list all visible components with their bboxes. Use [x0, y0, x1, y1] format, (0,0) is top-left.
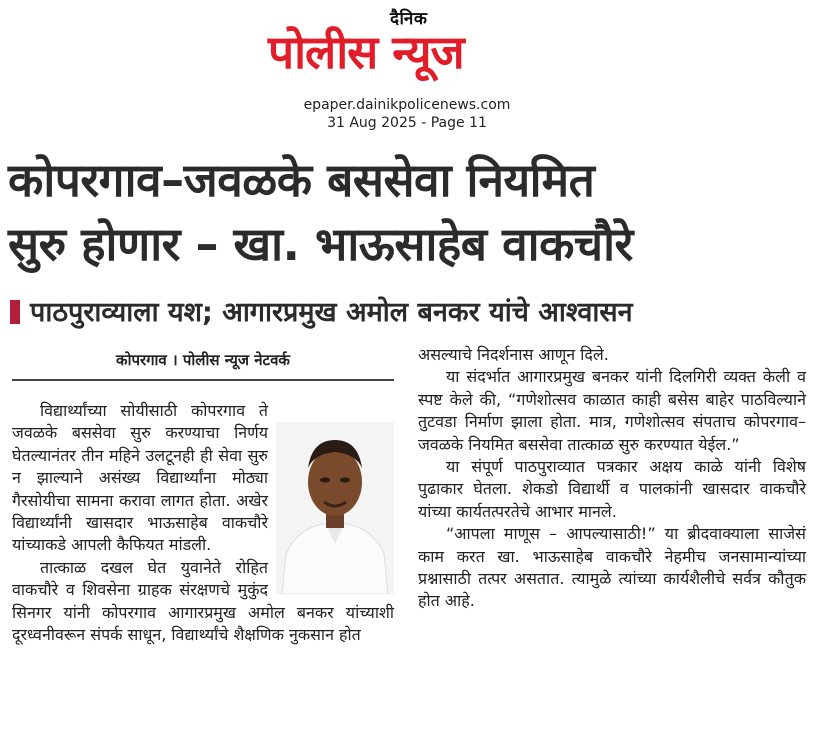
column1-paragraph-1: विद्यार्थ्यांच्या सोयीसाठी कोपरगाव ते जवळके बससेवा सुरु करण्याचा निर्णय घेतल्यानंतर तीन महिने उलटूनही ही सेवा सुरु न झाल्याने असंख्य विद्यार्थ्यांना मोठ्या गैरसोयीचा सामना करावा लागत होता. अखेर विद्यार्थ्यांनी खासदार भाऊसाहेब वाकचौरे यांच्याकडे आपली कैफियत मांडली. [12, 401, 268, 555]
subheading [8, 294, 808, 334]
column2-paragraph-3: या संपूर्ण पाठपुराव्यात पत्रकार अक्षय काळे यांनी विशेष पुढाकार घेतला. शेकडो विद्यार्थी व पालकांनी खासदार वाकचौरे यांच्या कार्यतत्परतेचे आभार मानले. [418, 457, 806, 521]
logo-main-text: पोलीस न्यूज [268, 25, 464, 79]
person-photo [276, 422, 394, 594]
newspaper-logo[interactable] [268, 8, 546, 86]
column2-paragraph-2: या संदर्भात आगारप्रमुख बनकर यांनी दिलगिरी व्यक्त केली व स्पष्ट केले की, “गणेशोत्सव काळात काही बसेस बाहेर पाठविल्याने तुटवडा निर्माण झाला होता. मात्र, गणेशोत्सव संपताच कोपरगाव–जवळके नियमित बससेवा तात्काळ सुरु करण्यात येईल.” [418, 367, 806, 454]
byline-divider [12, 379, 394, 381]
article-column-2 [418, 344, 806, 613]
website-url[interactable]: epaper.dainikpolicenews.com [303, 97, 511, 113]
masthead [0, 0, 814, 92]
date-page: 31 Aug 2025 - Page 11 [327, 115, 487, 131]
column2-paragraph-4: “आपला माणूस – आपल्यासाठी!” या ब्रीदवाक्याला साजेसं काम करत खा. भाऊसाहेब वाकचौरे नेहमीच जनसामान्यांच्या प्रश्नासाठी तत्पर असतात. त्यामुळे त्यांच्या कार्यशैलीचे सर्वत्र कौतुक होत आहे. [418, 524, 806, 611]
column2-paragraph-1: असल्याचे निदर्शनास आणून दिले. [418, 345, 609, 364]
article-column-1 [12, 400, 394, 646]
byline: कोपरगाव । पोलीस न्यूज नेटवर्क [116, 351, 290, 369]
column1-paragraph-2: तात्काळ दखल घेत युवानेते रोहित वाकचौरे व शिवसेना ग्राहक संरक्षणचे मुकुंद सिनगर यांनी कोपरगाव आगारप्रमुख अमोल बनकर यांच्याशी दूरध्वनीवरून संपर्क साधून, विद्यार्थ्यांचे शैक्षणिक नुकसान होत [12, 557, 394, 645]
logo-small-text: दैनिक [390, 9, 428, 29]
subheading-accent-bar [10, 300, 20, 324]
subheading-text: पाठपुराव्याला यश; आगारप्रमुख अमोल बनकर यांचे आश्वासन [30, 297, 633, 328]
portrait-image [276, 422, 394, 594]
headline [8, 148, 808, 276]
headline-line-2: सुरु होणार – खा. भाऊसाहेब वाकचौरे [8, 217, 633, 271]
headline-line-1: कोपरगाव–जवळके बससेवा नियमित [8, 153, 595, 207]
